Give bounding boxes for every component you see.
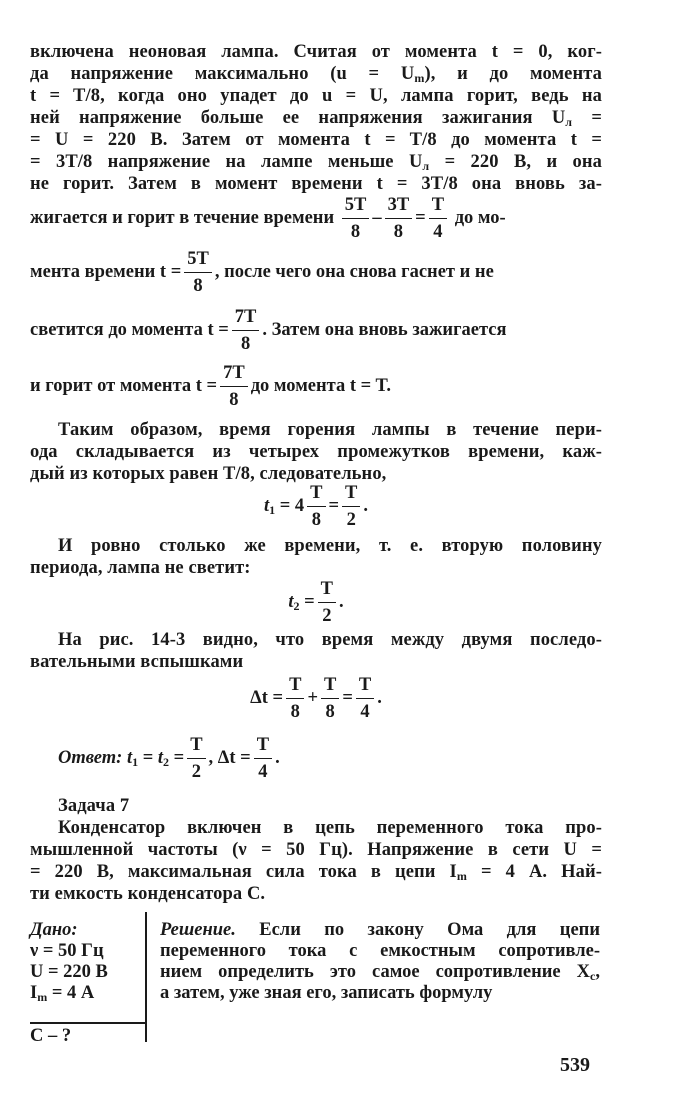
given-divider-horizontal <box>30 1022 146 1024</box>
text-line: t = T/8, когда оно упадет до u = U, лампа горит, ведь на <box>30 86 602 106</box>
equation-t1: $t_1 = 4$ $\frac{T}{8}$ = $\frac{T}{2}$ . <box>263 483 369 530</box>
fraction: $\frac{5T}{8}$ <box>342 196 370 241</box>
text-line: ней напряжение больше ее напряжения зажигания $U_л$ = <box>30 108 602 129</box>
text-line: = 3T/8 напряжение на лампе меньше $U_л = 220$ В, и она <box>30 152 602 173</box>
text-line: Конденсатор включен в цепь переменного тока про- <box>58 818 602 838</box>
given-label: Дано: <box>30 920 78 940</box>
fraction: $\frac{T}{2}$ <box>318 580 336 625</box>
text-line: мышленной частоты (ν = 50 Гц). Напряжение в сети U = <box>30 840 602 860</box>
fraction-line: мента времени t = $\frac{5T}{8}$ , после чего она снова гаснет и не <box>30 249 494 296</box>
fraction-line: и горит от момента t = $\frac{7T}{8}$ до момента t = T. <box>30 363 392 410</box>
text-line: вательными вспышками <box>30 652 244 672</box>
fraction: $\frac{T}{4}$ <box>356 676 374 721</box>
text-line: На рис. 14-3 видно, что время между двумя последо- <box>58 630 602 650</box>
given-voltage: U = 220 В <box>30 962 108 982</box>
text-line: = U = 220 В. Затем от момента t = T/8 до момента t = <box>30 130 602 150</box>
given-current: $I_m = 4$ А <box>30 983 95 1004</box>
fraction: $\frac{3T}{8}$ <box>385 196 413 241</box>
text-line: да напряжение максимально $(u = U_m)$, и до момента <box>30 64 603 85</box>
fraction: $\frac{7T}{8}$ <box>220 364 248 409</box>
equation-t2: $t_2$ = $\frac{T}{2}$ . <box>288 579 344 626</box>
text-line: ти емкость конденсатора C. <box>30 884 266 904</box>
page-number: 539 <box>560 1054 590 1076</box>
fraction: $\frac{T}{8}$ <box>321 676 339 721</box>
fraction: $\frac{T}{8}$ <box>286 676 304 721</box>
find-capacitance: C – ? <box>30 1026 72 1046</box>
solution-line: нием определить это самое сопротивление $X_c$, <box>160 962 600 983</box>
text-line: И ровно столько же времени, т. е. вторую половину <box>58 536 602 556</box>
fraction: $\frac{T}{4}$ <box>254 736 272 781</box>
solution-line: Решение. Если по закону Ома для цепи <box>160 920 600 940</box>
text-line: не горит. Затем в момент времени t = 3T/8 она вновь за- <box>30 174 602 194</box>
task-title: Задача 7 <box>58 796 130 816</box>
text-line: периода, лампа не светит: <box>30 558 251 578</box>
fraction-line: светится до момента t = $\frac{7T}{8}$ . Затем она вновь зажигается <box>30 307 507 354</box>
fraction: $\frac{T}{2}$ <box>187 736 205 781</box>
solution-line: а затем, уже зная его, записать формулу <box>160 983 493 1003</box>
fraction: $\frac{7T}{8}$ <box>232 308 260 353</box>
answer-line: Ответ: $t_1 = t_2$ = $\frac{T}{2}$ , Δt = $\frac{T}{4}$ . <box>58 735 280 782</box>
fraction: $\frac{T}{8}$ <box>307 484 325 529</box>
text-line: = 220 В, максимальная сила тока в цепи $I_m = 4$ А. Най- <box>30 862 602 883</box>
fraction-line: жигается и горит в течение времени $\frac{5T}{8}$ – $\frac{3T}{8}$ = $\frac{T}{4}$ до мо- <box>30 195 506 242</box>
fraction: $\frac{T}{4}$ <box>429 196 447 241</box>
equation-delta-t: Δt = $\frac{T}{8}$ + $\frac{T}{8}$ = $\frac{T}{4}$ . <box>250 675 382 722</box>
text-line: ода складывается из четырех промежутков времени, каж- <box>30 442 602 462</box>
given-frequency: ν = 50 Гц <box>30 941 104 961</box>
fraction: $\frac{5T}{8}$ <box>184 250 212 295</box>
text-line: дый из которых равен T/8, следовательно, <box>30 464 387 484</box>
text-line: Таким образом, время горения лампы в течение пери- <box>58 420 602 440</box>
solution-line: переменного тока с емкостным сопротивле- <box>160 941 600 961</box>
fraction: $\frac{T}{2}$ <box>342 484 360 529</box>
text-line: включена неоновая лампа. Считая от момента t = 0, ког- <box>30 42 602 62</box>
